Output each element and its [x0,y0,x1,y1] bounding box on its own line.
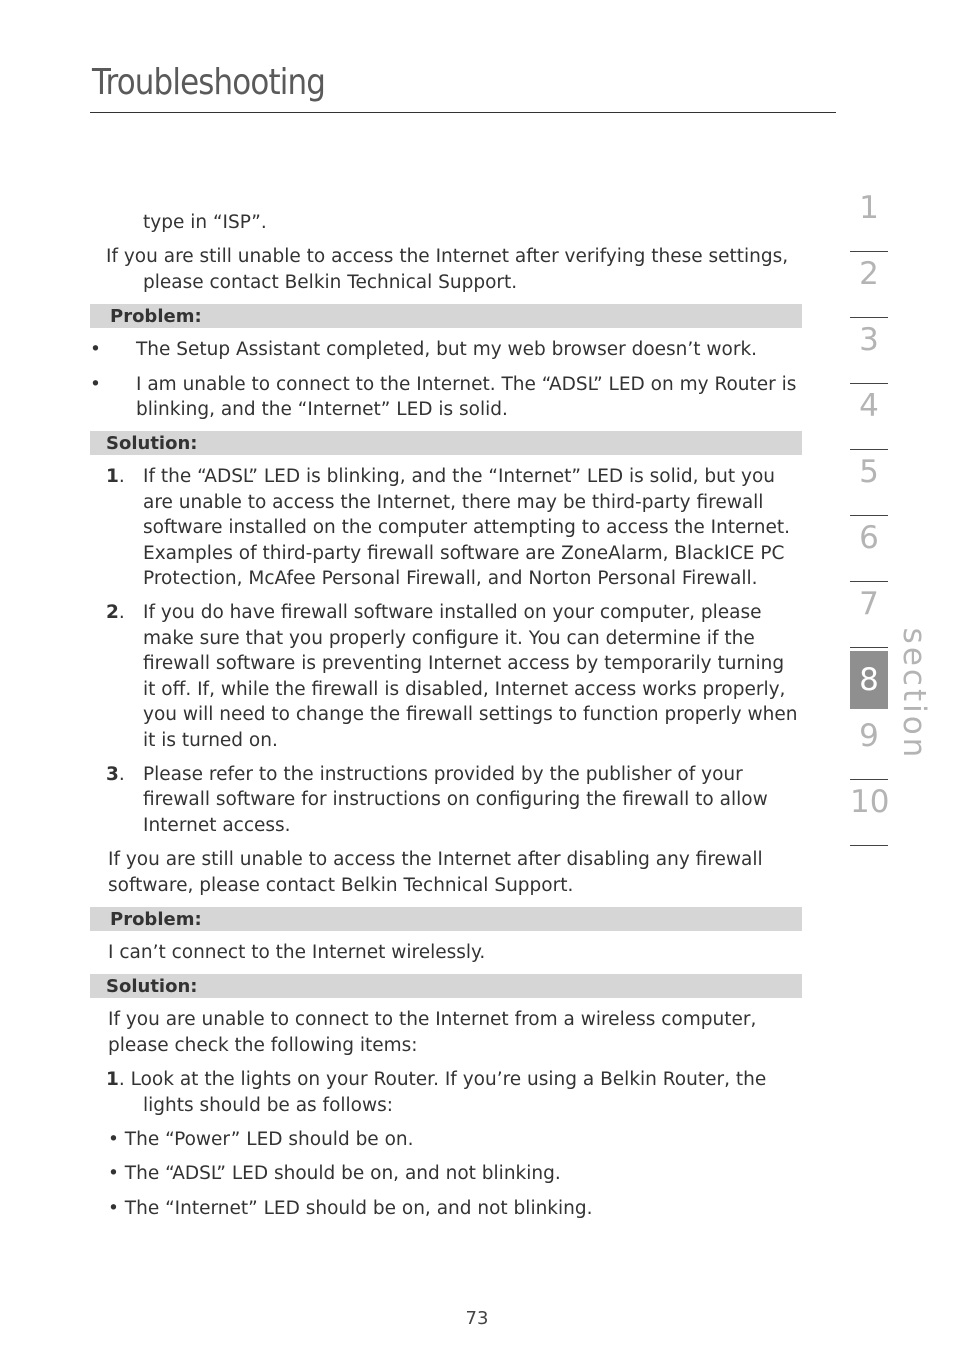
check-step: 1. Look at the lights on your Router. If you’re using a Belkin Router, the lights should be as follows: [106,1069,767,1116]
page-content [90,210,802,1221]
intro-initial: I [106,246,112,268]
page-number: 73 [465,1308,489,1329]
problem-text: I can’t connect to the Internet wirelessly. [108,941,486,963]
closing-paragraph: If you are still unable to access the Internet after disabling any firewall software, please contact Belkin Technical Support. [108,849,763,896]
problem-heading-1: Problem: [90,304,802,328]
problem-bullet: • The Setup Assistant completed, but my web browser doesn’t work. [90,337,802,362]
section-nav-item-4[interactable]: 4 [850,384,888,450]
section-nav-item-1[interactable]: 1 [850,186,888,252]
page-title: Troubleshooting [92,62,326,103]
problem-bullet: • I am unable to connect to the Internet. The “ADSL” LED on my Router is blinking, and the “Internet” LED is solid. [90,373,797,421]
solution-heading-2: Solution: [90,974,802,998]
title-rule [90,112,836,113]
led-bullet: • The “ADSL” LED should be on, and not blinking. [108,1163,561,1185]
section-nav-item-8-active[interactable]: 8 [850,648,888,714]
section-nav-item-7[interactable]: 7 [850,582,888,648]
solution-intro: If you are unable to connect to the Internet from a wireless computer, please check the following items: [108,1009,757,1056]
section-nav-item-3[interactable]: 3 [850,318,888,384]
bullet-dot: • [90,339,101,361]
section-nav-item-2[interactable]: 2 [850,252,888,318]
led-bullet: • The “Power” LED should be on. [108,1128,414,1150]
intro-line: type in “ISP”. [143,212,267,233]
led-bullet: • The “Internet” LED should be on, and not blinking. [108,1197,593,1219]
section-label: section [896,627,932,761]
section-nav-item-10[interactable]: 10 [850,780,888,846]
intro-paragraph [90,244,802,295]
problem-heading-2: Problem: [90,907,802,931]
solution-step: 2. If you do have firewall software installed on your computer, please make sure that you properly configure it. You can determine if the firewall software is preventing Internet access by temporarily turning it off. If, while the firewall is disabled, Internet access works properly, you will need to change the firewall settings to function properly when it is turned on. [106,602,798,751]
section-nav-item-6[interactable]: 6 [850,516,888,582]
intro-text: f you are still unable to access the Internet after verifying these settings, please contact Belkin Technical Support. [111,246,789,293]
section-nav-item-9[interactable]: 9 [850,714,888,780]
section-nav-item-5[interactable]: 5 [850,450,888,516]
solution-step: 1. If the “ADSL” LED is blinking, and the “Internet” LED is solid, but you are unable to access the Internet, there may be third-party firewall software installed on the computer attempting to access the Internet. Examples of third-party firewall software are ZoneAlarm, BlackICE PC Protection, McAfee Personal Firewall, and Norton Personal Firewall. [106,466,790,590]
solution-heading-1: Solution: [90,431,802,455]
bullet-dot: • [90,373,101,395]
solution-step: 3. Please refer to the instructions provided by the publisher of your firewall software for instructions on configuring the firewall to allow Internet access. [106,763,768,836]
section-nav [850,186,888,846]
